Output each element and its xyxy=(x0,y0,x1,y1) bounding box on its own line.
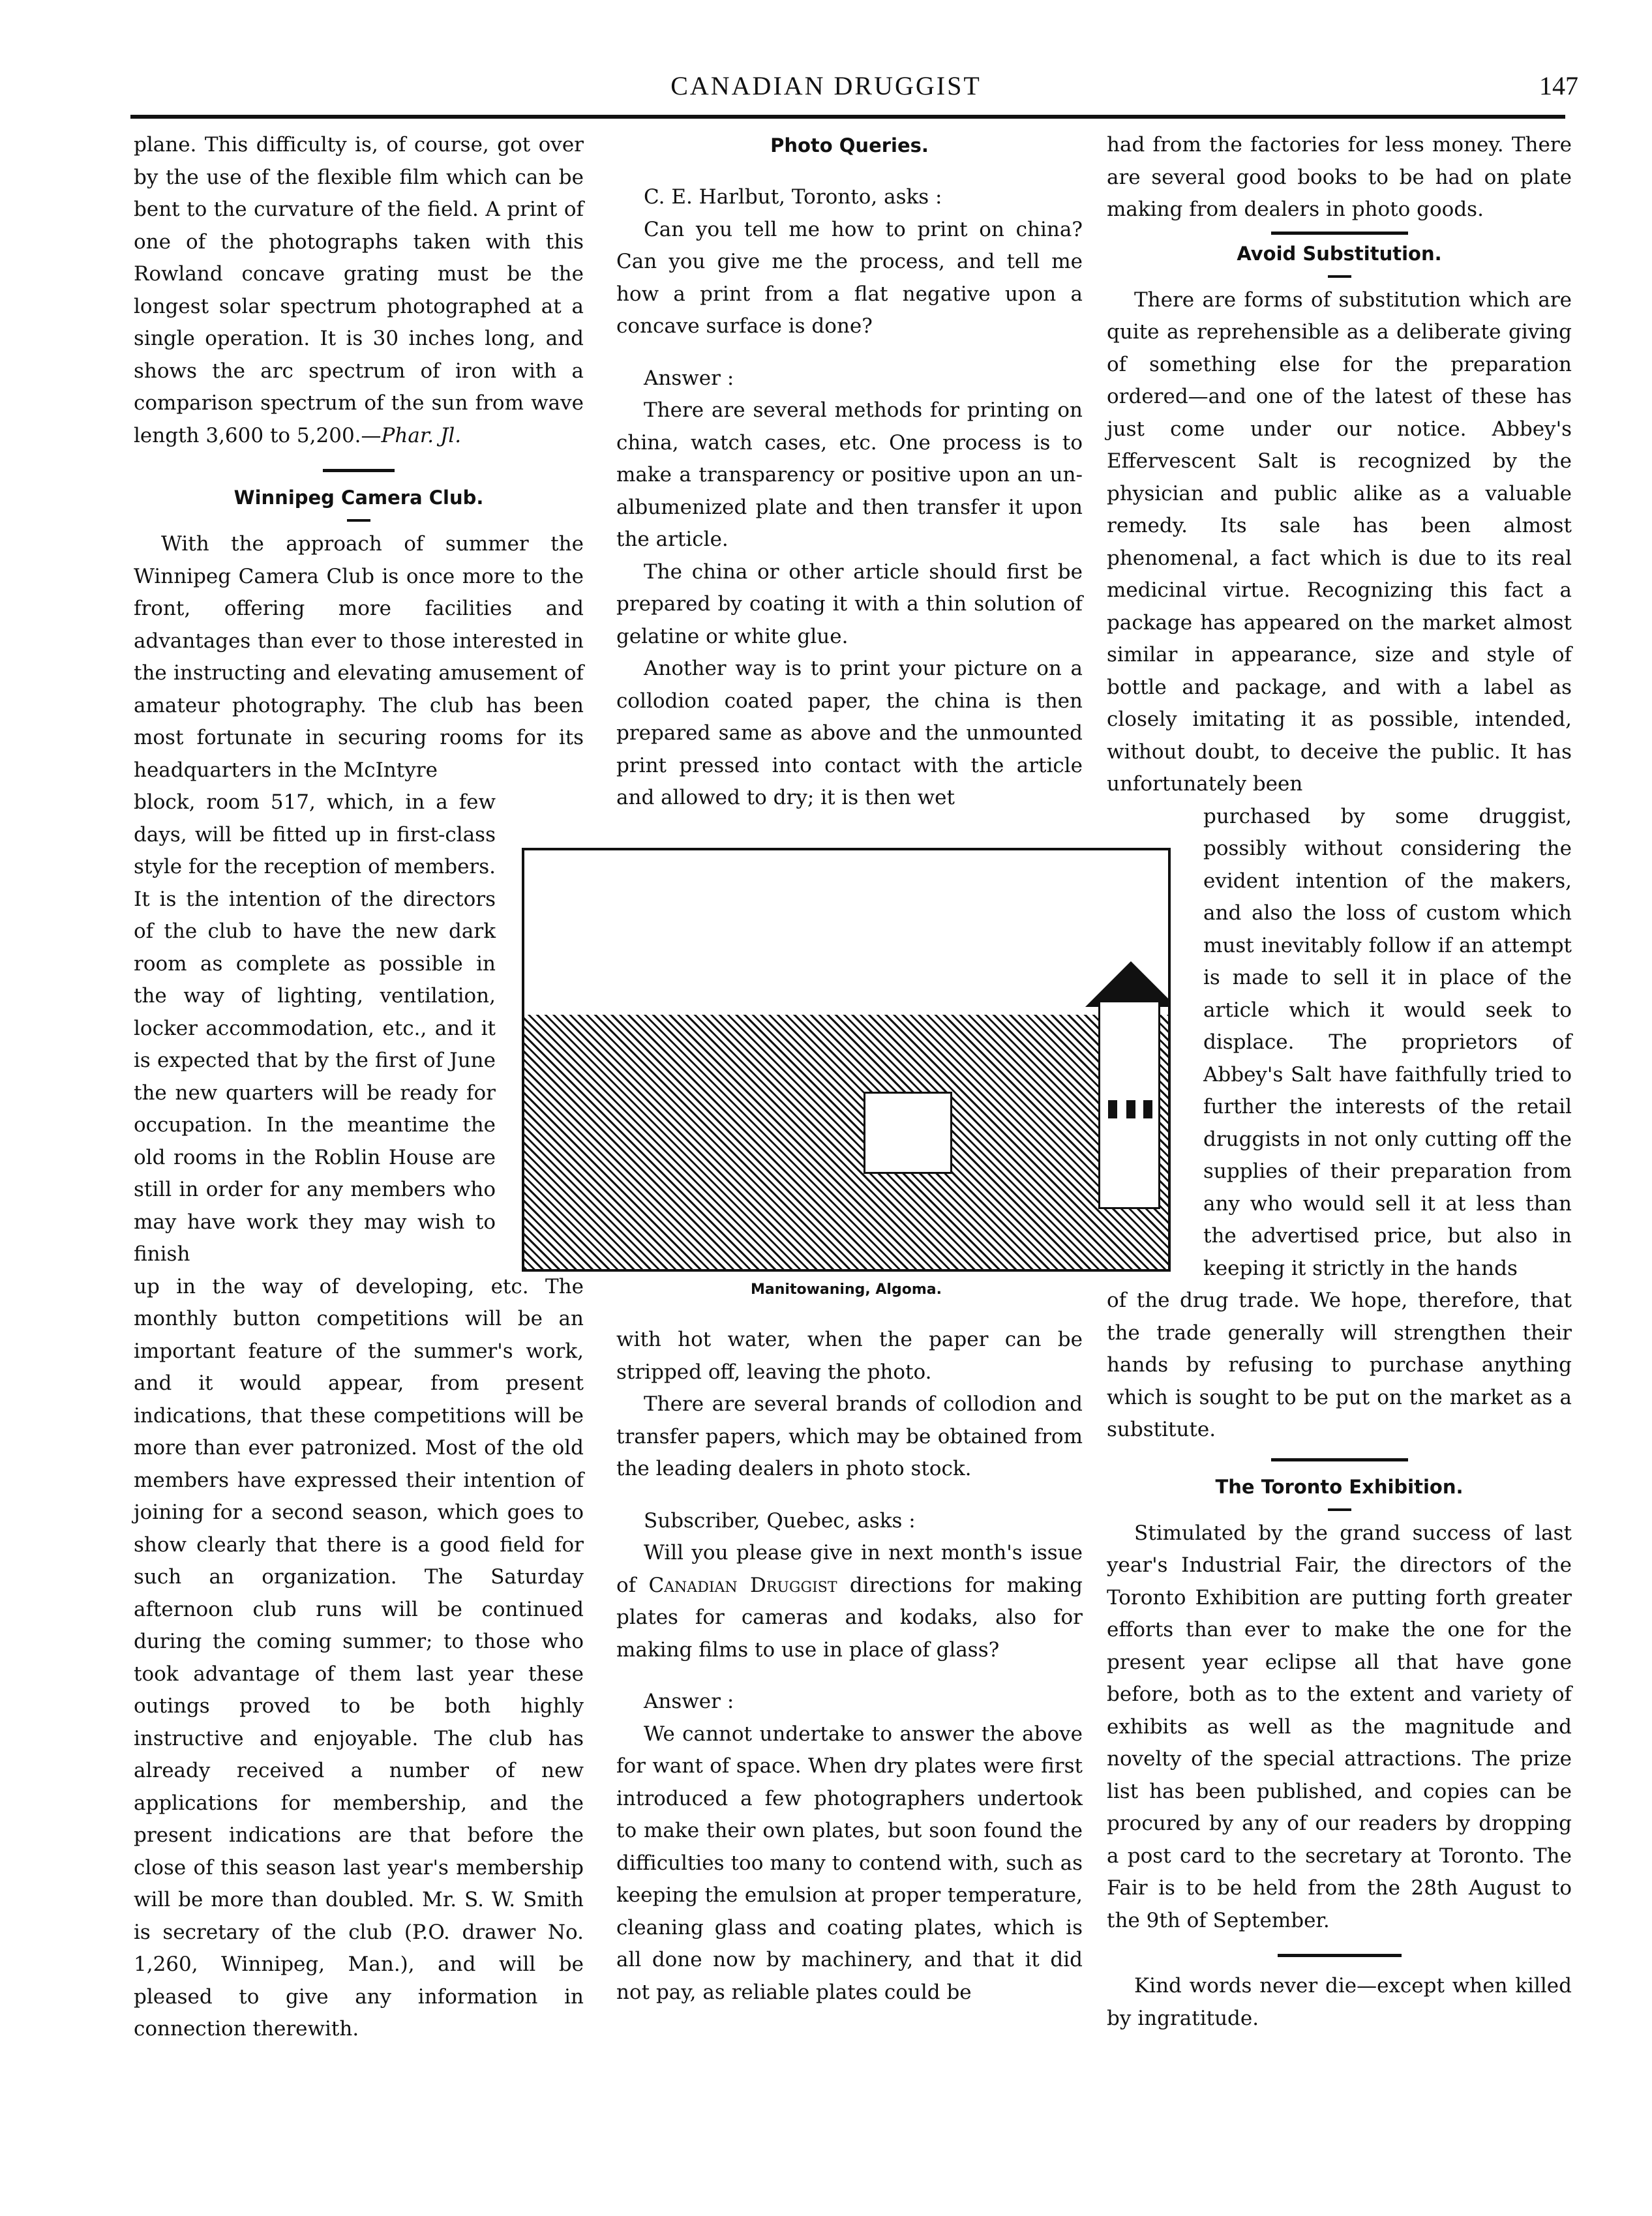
query-2-answer: We cannot undertake to answer the above for want of space. When dry plates were first introduced a few photographers undertook to make their own plates, but soon found the difficulties too many to contend with, such as keeping the emulsion at proper temperature, cleaning glass and coating plates, which is all done now by machinery, and that it did not pay, as reliable plates could be xyxy=(616,1722,1083,2004)
photo-ground xyxy=(524,1015,1168,1269)
figure-photo-manitowaning xyxy=(522,848,1171,1272)
substitution-paragraph-rest: of the drug trade. We hope, therefore, that the trade generally will strengthen their hands by refusing to purchase anything which is sought to be put on the market as a substitute. xyxy=(1107,1289,1572,1441)
photo-house xyxy=(864,1092,952,1174)
section-divider xyxy=(323,469,395,472)
spacer xyxy=(616,1486,1083,1505)
query-1-answer-p2: The china or other article should first be prepared by coating it with a thin solution of gelatine or white glue. xyxy=(616,560,1083,648)
query-1-answer-p3: Another way is to print your picture on a collodion coated paper, the china is then prepared same as above and the unmounted print pressed into contact with the article and allowed to dry; it is then wet xyxy=(616,657,1083,809)
query-1-question: Can you tell me how to print on china? Can you give me the process, and tell me how a print from a flat negative upon a concave surface is done? xyxy=(616,217,1083,338)
toronto-paragraph: Stimulated by the grand success of last year's Industrial Fair, the directors of the Toronto Exhibition are putting forth greater efforts than ever to make the one for the present year eclipse all that have gone before, both as to the extent and variety of exhibits as well as the magnitude and novelty of the special attractions. The prize list has been published, and copies can be procured by any of our readers by dropping a post card to the secretary at Toronto. The Fair is to be held from the 28th August to the 9th of September. xyxy=(1107,1521,1572,1932)
continuation-text: plane. This difficulty is, of course, got over by the use of the flexible film which can be bent to the curvature of the field. A print of one of the photographs taken with this Rowland concave grating must be the longest solar spectrum photographed at a single operation. It is 30 inches long, and shows the arc spectrum of iron with a comparison spectrum of the sun from wave length 3,600 to 5,200.— xyxy=(134,133,584,447)
filler-quote: Kind words never die—except when killed by ingratitude. xyxy=(1107,1974,1572,2030)
middle-column-bottom xyxy=(616,1324,1083,2009)
article-continuation xyxy=(134,129,584,452)
winnipeg-paragraph-narrow: block, room 517, which, in a few days, will be fitted up in first-class style for the reception of members. It is the intention of the directors of the club to have the new dark room as complete as possible in the way of lighting, ventilation, locker accommodation, etc., and it is expected that by the first of June the new quarters will be ready for occupation. In the meantime the old rooms in the Roblin House are still in order for any members who may have work they may wish to finish xyxy=(134,790,496,1266)
right-column xyxy=(1107,129,1572,2035)
substitution-wrap-around-figure xyxy=(1203,801,1572,1285)
source-citation: Phar. Jl. xyxy=(381,423,462,447)
query-2-answer-label: Answer : xyxy=(644,1690,734,1713)
spacer xyxy=(616,1666,1083,1686)
query-1-answer-label: Answer : xyxy=(644,366,734,390)
heading-rule xyxy=(1328,275,1351,278)
article-heading-photo-queries: Photo Queries. xyxy=(770,134,929,157)
spacer xyxy=(616,162,1083,181)
article-heading-toronto: The Toronto Exhibition. xyxy=(1215,1475,1464,1498)
substitution-paragraph-wide: There are forms of substitution which are quite as reprehensible as a deliberate giving of something else for the preparation ordered—and one of the latest of these has just come under our notice. Abbey's Effervescent Salt is recognized by the physician and public alike as a valuable remedy. Its sale has been almost phenomenal, a fact which is due to its real medicinal virtue. Recognizing this fact a package has appeared on the market almost similar in appearance, size and style of bottle and package, and with a label as closely imitating it as possible, intended, without doubt, to deceive the public. It has unfortunately been xyxy=(1107,288,1572,796)
publication-name: Canadian Druggist xyxy=(648,1573,837,1597)
article-heading-winnipeg: Winnipeg Camera Club. xyxy=(233,487,484,509)
section-divider xyxy=(1271,1458,1408,1461)
query-1-asker: C. E. Harlbut, Toronto, asks : xyxy=(644,185,942,209)
figure-caption: Manitowaning, Algoma. xyxy=(751,1281,942,1298)
winnipeg-paragraph-rest: up in the way of developing, etc. The monthly button competitions will be an important feature of the summer's work, and it would appear, from present indications, that these competitions will be more than ever patronized. Most of the old members have expressed their intention of joining for a second season, which goes to show clearly that there is a good field for such an organization. The Saturday afternoon club runs will be continued during the coming summer; to those who took advantage of them last year these outings proved to be both highly instructive and enjoyable. The club has already received a number of new applications for membership, and the present indications are that before the close of this season last year's membership will be more than doubled. Mr. S. W. Smith is secretary of the club (P.O. drawer No. 1,260, Winnipeg, Man.), and will be pleased to give any information in connection therewith. xyxy=(134,1274,584,2041)
photo-queries-continued: had from the factories for less money. There are several good books to be had on plate making from dealers in photo goods. xyxy=(1107,133,1572,221)
section-divider xyxy=(1278,1954,1402,1957)
middle-column-top xyxy=(616,129,1083,815)
heading-rule xyxy=(1328,1508,1351,1511)
spacer xyxy=(616,343,1083,363)
query-2-question xyxy=(616,1537,1083,1666)
query-2-text: directions for making plates for cameras and kodaks, also for making films to use in place of glass? xyxy=(616,1573,1083,1662)
heading-rule xyxy=(347,519,370,522)
query-2-text: Will you please give in next month's issue of xyxy=(616,1541,1083,1597)
winnipeg-wrap-around-figure xyxy=(134,786,496,1271)
query-1-answer-p1: There are several methods for printing on china, watch cases, etc. One process is to make a transparency or positive upon an un-albumenized plate and then transfer it upon the article. xyxy=(616,398,1083,551)
query-2-asker: Subscriber, Quebec, asks : xyxy=(644,1508,916,1533)
publication-title: CANADIAN DRUGGIST xyxy=(670,71,982,100)
substitution-paragraph-indented: purchased by some druggist, possibly without considering the evident intention of the makers, and also the loss of custom which must inevitably follow if an attempt is made to sell it in place of the article which it would seek to displace. The proprietors of Abbey's Salt have faithfully tried to further the interests of the retail druggists in not only cutting off the supplies of their preparation from any who would sell it at less than the advertised price, but also in keeping it strictly in the hands xyxy=(1203,804,1572,1280)
section-divider xyxy=(1271,232,1408,235)
winnipeg-paragraph-wide: With the approach of summer the Winnipeg Camera Club is once more to the front, offering more facilities and advantages than ever to those interested in the instructing and elevating amusement of amateur photography. The club has been most fortunate in securing rooms for its headquarters in the McIntyre xyxy=(134,532,584,782)
query-1-answer-p4: There are several brands of collodion and transfer papers, which may be obtained from the leading dealers in photo stock. xyxy=(616,1392,1083,1480)
article-heading-substitution: Avoid Substitution. xyxy=(1237,242,1442,265)
page-number: 147 xyxy=(1539,71,1578,100)
header-rule xyxy=(130,115,1565,119)
left-column xyxy=(134,129,584,2046)
query-1-answer-p3-continued: with hot water, when the paper can be stripped off, leaving the photo. xyxy=(616,1328,1083,1384)
